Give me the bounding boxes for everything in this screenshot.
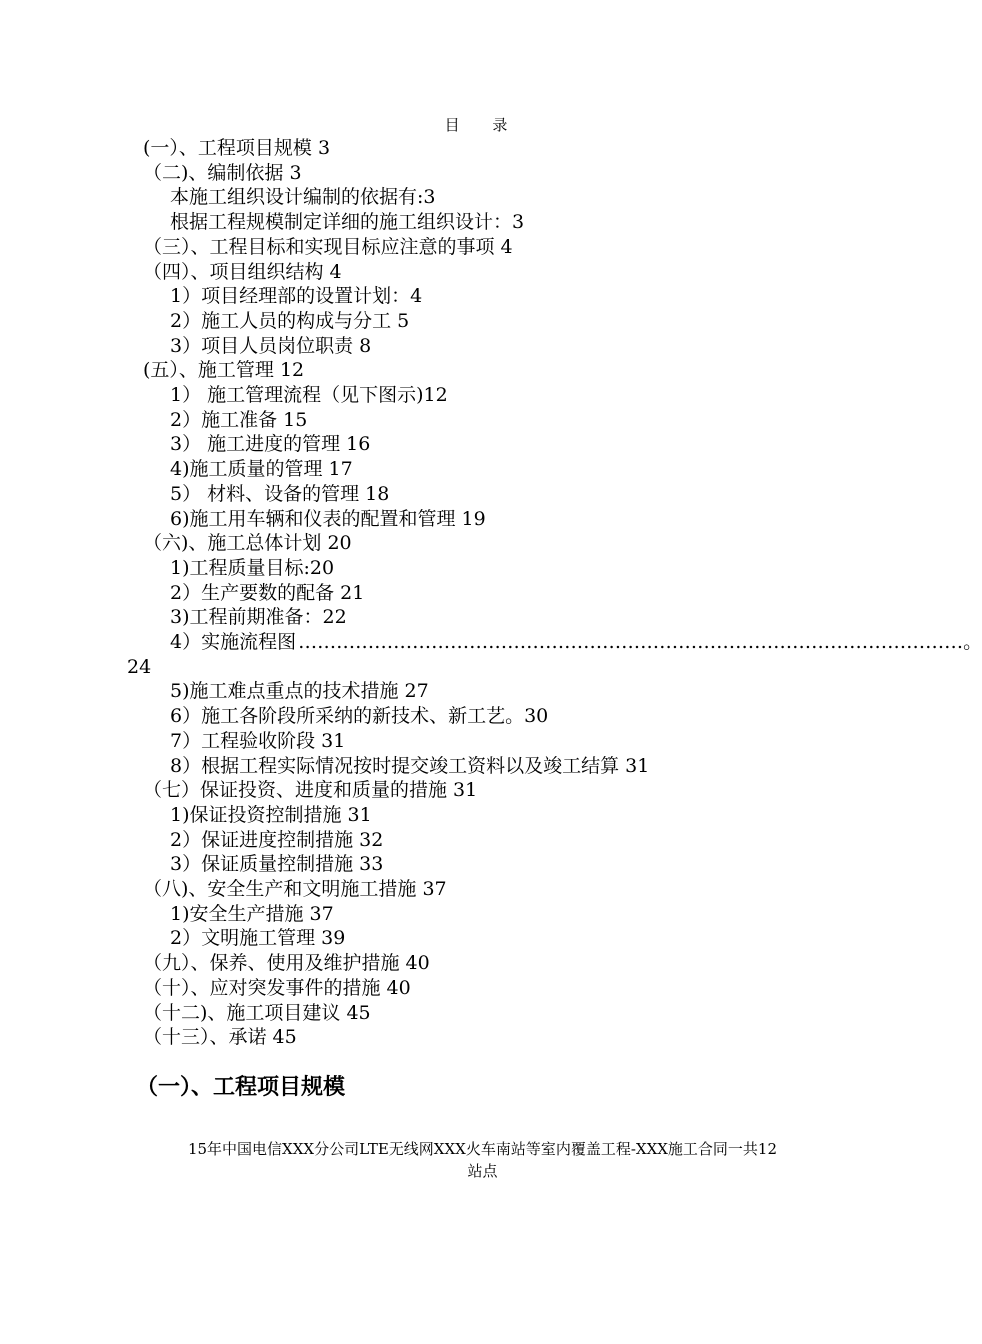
section-body-line: 站点 xyxy=(467,1162,498,1180)
section-body-line: 15年中国电信XXX分公司LTE无线网XXX火车南站等室内覆盖工程-XXX施工合同一共12 xyxy=(187,1140,778,1158)
toc-item[interactable]: （十）、应对突发事件的措施 40 xyxy=(143,976,411,999)
toc-item[interactable]: 2）施工准备 15 xyxy=(170,408,308,431)
section-heading: （一）、工程项目规模 xyxy=(136,1075,346,1100)
toc-item[interactable]: 6)施工用车辆和仪表的配置和管理 19 xyxy=(170,507,486,530)
toc-item[interactable]: (一）、工程项目规模 3 xyxy=(143,137,331,159)
toc-item[interactable]: （四）、项目组织结构 4 xyxy=(143,260,342,283)
toc-item[interactable]: 2）保证进度控制措施 32 xyxy=(170,828,384,851)
toc-item[interactable]: （二)、编制依据 3 xyxy=(143,161,302,184)
toc-item[interactable]: 2）文明施工管理 39 xyxy=(170,927,346,950)
toc-item-label: 4）实施流程图 xyxy=(170,631,297,653)
toc-item[interactable]: 3)工程前期准备：22 xyxy=(170,606,347,629)
toc-item[interactable]: （八)、安全生产和文明施工措施 37 xyxy=(143,878,447,900)
toc-item-terminal: 。 xyxy=(963,631,982,653)
toc-title: 目 录 xyxy=(444,116,522,134)
toc-item[interactable]: 3）项目人员岗位职责 8 xyxy=(170,334,372,357)
toc-dot-leader: …………………………………………………………………………………………… xyxy=(298,631,964,653)
toc-item[interactable]: 8）根据工程实际情况按时提交竣工资料以及竣工结算 31 xyxy=(170,754,650,777)
section-body xyxy=(130,1138,835,1182)
toc-item[interactable]: 5） 材料、设备的管理 18 xyxy=(170,482,390,505)
toc-item[interactable]: (五）、施工管理 12 xyxy=(143,359,305,382)
toc-item[interactable]: 1)安全生产措施 37 xyxy=(170,902,334,925)
toc-item[interactable]: 2）施工人员的构成与分工 5 xyxy=(170,309,410,332)
toc-item[interactable]: 1）项目经理部的设置计划：4 xyxy=(170,285,423,308)
toc-item-with-leader[interactable] xyxy=(170,630,982,654)
toc-item[interactable]: 1） 施工管理流程（见下图示)12 xyxy=(170,384,448,406)
toc-item[interactable]: 7）工程验收阶段 31 xyxy=(170,729,346,752)
toc-item[interactable]: （七）保证投资、进度和质量的措施 31 xyxy=(143,779,478,802)
toc-item[interactable]: （十三）、承诺 45 xyxy=(143,1026,297,1049)
toc-item[interactable]: 3）保证质量控制措施 33 xyxy=(170,853,384,876)
toc-item[interactable]: 2）生产要数的配备 21 xyxy=(170,581,365,604)
toc-page-number: 24 xyxy=(127,655,152,678)
toc-item[interactable]: 4)施工质量的管理 17 xyxy=(170,458,353,481)
toc-item[interactable]: （十二)、施工项目建议 45 xyxy=(143,1001,371,1024)
toc-item[interactable]: （六)、施工总体计划 20 xyxy=(143,532,352,555)
toc-item[interactable]: 3） 施工进度的管理 16 xyxy=(170,433,371,456)
toc-item[interactable]: 5)施工难点重点的技术措施 27 xyxy=(170,680,429,703)
toc-item[interactable]: 1)工程质量目标:20 xyxy=(170,556,335,579)
toc-item[interactable]: 本施工组织设计编制的依据有:3 xyxy=(170,186,436,209)
toc-item[interactable]: （九）、保养、使用及维护措施 40 xyxy=(143,952,430,975)
toc-item[interactable]: 根据工程规模制定详细的施工组织设计：3 xyxy=(170,211,525,234)
toc-item[interactable]: （三）、工程目标和实现目标应注意的事项 4 xyxy=(143,235,513,258)
toc-item[interactable]: 6）施工各阶段所采纳的新技术、新工艺。30 xyxy=(170,705,549,728)
toc-item[interactable]: 1)保证投资控制措施 31 xyxy=(170,803,372,826)
